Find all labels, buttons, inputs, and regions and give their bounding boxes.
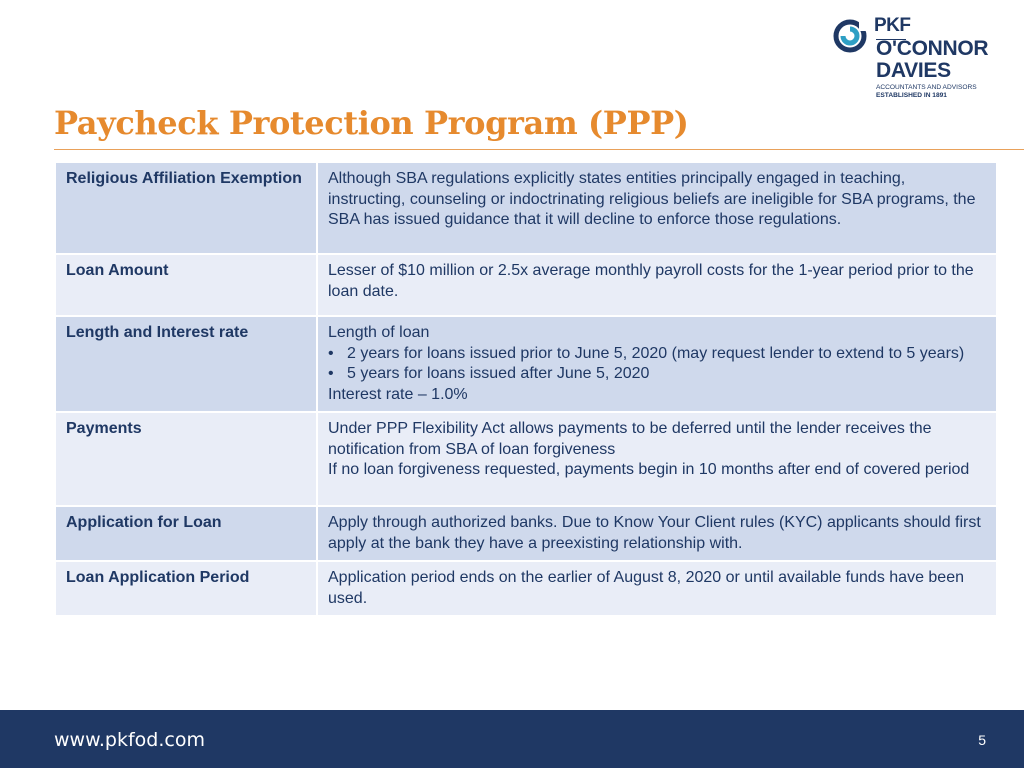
- logo-tagline-text: ACCOUNTANTS AND ADVISORS: [876, 84, 977, 91]
- logo-established-text: ESTABLISHED IN 1891: [876, 92, 947, 99]
- footer-bar: [0, 710, 1024, 768]
- length-bullet-2: • 5 years for loans issued after June 5, 2020: [328, 364, 986, 385]
- page-number: 5: [978, 732, 986, 748]
- length-intro: Length of loan: [328, 324, 430, 341]
- table-row: [56, 412, 996, 506]
- row-label-application: Application for Loan: [56, 506, 317, 561]
- payments-line-1: Under PPP Flexibility Act allows payments to be deferred until the lender receives the notification from SBA of loan forgiveness: [328, 420, 932, 458]
- logo-pkf-text: PKF: [874, 15, 911, 36]
- row-label-payments: Payments: [56, 412, 317, 506]
- table-row: [56, 254, 996, 316]
- row-label-length-interest: Length and Interest rate: [56, 316, 317, 412]
- payments-line-2: If no loan forgiveness requested, payments begin in 10 months after end of covered period: [328, 461, 970, 478]
- row-text-religious-exemption: Although SBA regulations explicitly states entities principally engaged in teaching, instructing, counseling or indoctrinating religious beliefs are ineligible for SBA programs, the SBA has issued guidance that it will decline to enforce those regulations.: [317, 163, 996, 254]
- table-row: [56, 561, 996, 616]
- row-text-application: Apply through authorized banks. Due to Know Your Client rules (KYC) applicants should first apply at the bank they have a preexisting relationship with.: [317, 506, 996, 561]
- interest-rate-line: Interest rate – 1.0%: [328, 385, 468, 403]
- row-label-religious-exemption: Religious Affiliation Exemption: [56, 163, 317, 254]
- row-label-loan-amount: Loan Amount: [56, 254, 317, 316]
- ppp-info-table: [56, 163, 996, 617]
- row-text-loan-amount: Lesser of $10 million or 2.5x average monthly payroll costs for the 1-year period prior to the loan date.: [317, 254, 996, 316]
- row-text-application-period: Application period ends on the earlier of August 8, 2020 or until available funds have been used.: [317, 561, 996, 616]
- row-text-payments: [317, 412, 996, 506]
- logo-name-line2: DAVIES: [876, 59, 951, 82]
- logo-name-line1: O'CONNOR: [876, 37, 989, 60]
- title-divider: [54, 149, 1024, 150]
- length-bullet-1: • 2 years for loans issued prior to June 5, 2020 (may request lender to extend to 5 years): [328, 344, 986, 365]
- logo-firm-name: [876, 38, 988, 82]
- logo-tagline: [876, 84, 977, 100]
- row-label-application-period: Loan Application Period: [56, 561, 317, 616]
- table-row: [56, 506, 996, 561]
- row-text-length-interest: [317, 316, 996, 412]
- company-logo: [832, 14, 1012, 102]
- website-url: www.pkfod.com: [54, 729, 205, 751]
- page-title: Paycheck Protection Program (PPP): [54, 104, 689, 142]
- pkf-logo-icon: [832, 16, 872, 56]
- table-row: [56, 316, 996, 412]
- table-row: [56, 163, 996, 254]
